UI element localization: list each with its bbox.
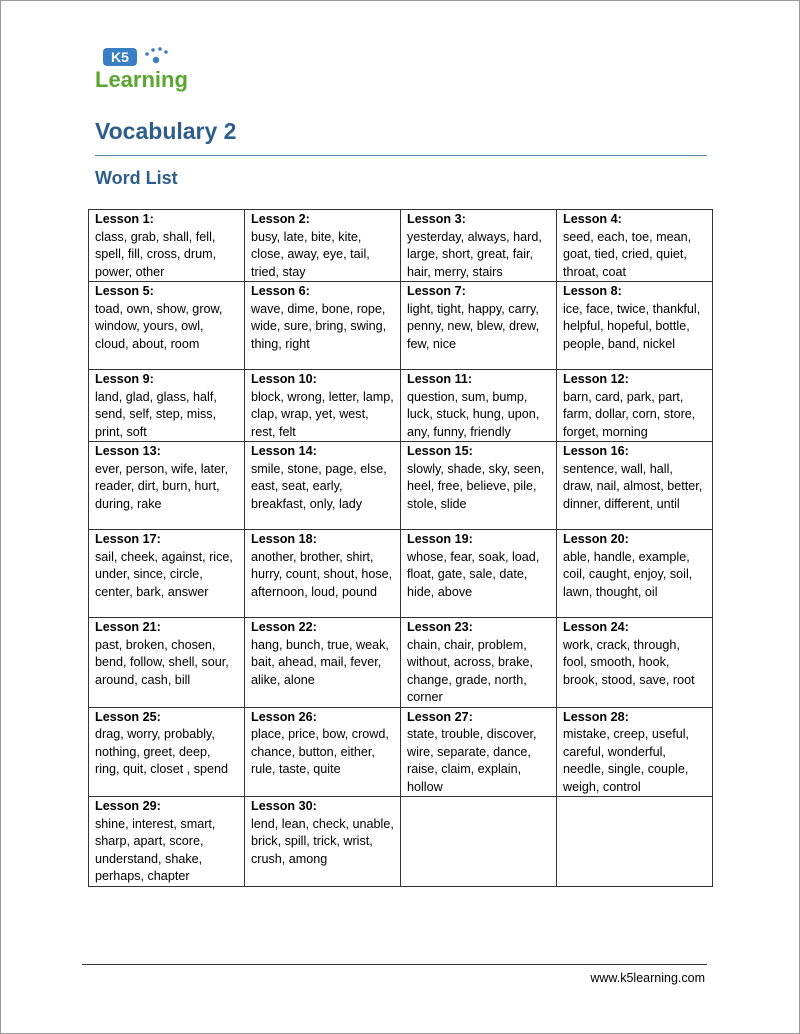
footer-rule <box>82 964 707 965</box>
lesson-cell <box>245 530 401 618</box>
lesson-words: past, broken, chosen, bend, follow, shell, sour, around, cash, bill <box>95 637 229 687</box>
table-row <box>89 707 713 797</box>
word-list-table <box>88 209 713 887</box>
lesson-label: Lesson 1: <box>95 212 154 226</box>
lesson-cell <box>401 210 557 282</box>
lesson-words: lend, lean, check, unable, brick, spill, trick, wrist, crush, among <box>251 816 394 866</box>
lesson-label: Lesson 10: <box>251 372 317 386</box>
lesson-cell <box>89 707 245 797</box>
lesson-label: Lesson 6: <box>251 284 310 298</box>
lesson-label: Lesson 21: <box>95 620 161 634</box>
table-row <box>89 797 713 887</box>
lesson-cell <box>89 797 245 887</box>
lesson-label: Lesson 23: <box>407 620 473 634</box>
lesson-label: Lesson 28: <box>563 709 629 724</box>
lesson-words: sentence, wall, hall, draw, nail, almost, better, dinner, different, until <box>563 461 703 511</box>
lesson-words: hang, bunch, true, weak, bait, ahead, mail, fever, alike, alone <box>251 637 389 687</box>
lesson-words: another, brother, shirt, hurry, count, shout, hose, afternoon, loud, pound <box>251 549 393 599</box>
lesson-words: slowly, shade, sky, seen, heel, free, believe, pile, stole, slide <box>407 461 545 511</box>
lesson-cell <box>89 618 245 708</box>
lesson-cell <box>245 442 401 530</box>
lesson-label: Lesson 17: <box>95 532 161 546</box>
lesson-cell <box>89 442 245 530</box>
lesson-label: Lesson 13: <box>95 444 161 458</box>
table-row <box>89 442 713 530</box>
lesson-cell <box>245 618 401 708</box>
lesson-cell <box>401 530 557 618</box>
lesson-words: wave, dime, bone, rope, wide, sure, bring, swing, thing, right <box>251 301 387 351</box>
lesson-label: Lesson 15: <box>407 444 473 458</box>
lesson-cell <box>557 282 713 370</box>
lesson-label: Lesson 27: <box>407 709 473 724</box>
lesson-cell <box>89 210 245 282</box>
lesson-words: class, grab, shall, fell, spell, fill, cross, drum, power, other <box>95 229 217 279</box>
table-row <box>89 210 713 282</box>
page-title: Vocabulary 2 <box>95 118 237 144</box>
lesson-cell <box>557 442 713 530</box>
lesson-words: busy, late, bite, kite, close, away, eye, tail, tried, stay <box>251 229 370 279</box>
lesson-cell <box>557 530 713 618</box>
lesson-label: Lesson 18: <box>251 532 317 546</box>
lesson-cell <box>89 370 245 442</box>
lesson-words: ice, face, twice, thankful, helpful, hopeful, bottle, people, band, nickel <box>563 301 701 351</box>
empty-cell <box>557 797 713 887</box>
lesson-cell <box>557 618 713 708</box>
lesson-words: sail, cheek, against, rice, under, since, circle, center, bark, answer <box>95 549 233 599</box>
lesson-label: Lesson 22: <box>251 620 317 634</box>
lesson-label: Lesson 25: <box>95 709 161 724</box>
table-row <box>89 530 713 618</box>
lesson-label: Lesson 26: <box>251 709 317 724</box>
lesson-label: Lesson 20: <box>563 532 629 546</box>
lesson-label: Lesson 19: <box>407 532 473 546</box>
lesson-words: whose, fear, soak, load, float, gate, sale, date, hide, above <box>407 549 540 599</box>
empty-cell <box>401 797 557 887</box>
lesson-label: Lesson 5: <box>95 284 154 298</box>
lesson-words: chain, chair, problem, without, across, brake, change, grade, north, corner <box>407 637 533 704</box>
table-row <box>89 282 713 370</box>
lesson-words: toad, own, show, grow, window, yours, owl, cloud, about, room <box>95 301 223 351</box>
lesson-cell <box>245 210 401 282</box>
lesson-cell <box>557 707 713 797</box>
lesson-cell <box>401 707 557 797</box>
lesson-words: land, glad, glass, half, send, self, step, miss, print, soft <box>95 389 217 439</box>
lesson-words: seed, each, toe, mean, goat, tied, cried, quiet, throat, coat <box>563 229 692 279</box>
lesson-label: Lesson 14: <box>251 444 317 458</box>
lesson-cell <box>245 370 401 442</box>
lesson-cell <box>557 210 713 282</box>
lesson-words: block, wrong, letter, lamp, clap, wrap, yet, west, rest, felt <box>251 389 394 439</box>
lesson-label: Lesson 8: <box>563 284 622 298</box>
lesson-label: Lesson 11: <box>407 372 473 386</box>
lesson-words: able, handle, example, coil, caught, enjoy, soil, lawn, thought, oil <box>563 549 693 599</box>
lesson-words: yesterday, always, hard, large, short, great, fair, hair, merry, stairs <box>407 229 542 279</box>
lesson-words: mistake, creep, useful, careful, wonderful, needle, single, couple, weigh, control <box>563 727 689 794</box>
lesson-label: Lesson 29: <box>95 799 161 813</box>
lesson-label: Lesson 12: <box>563 372 629 386</box>
logo-badge-text: K5 <box>111 49 129 65</box>
title-underline <box>95 155 707 156</box>
lesson-words: drag, worry, probably, nothing, greet, deep, ring, quit, closet , spend <box>95 727 229 776</box>
lesson-cell <box>401 618 557 708</box>
lesson-cell <box>557 370 713 442</box>
lesson-label: Lesson 16: <box>563 444 629 458</box>
lesson-words: question, sum, bump, luck, stuck, hung, upon, any, funny, friendly <box>407 389 540 439</box>
lesson-cell <box>89 282 245 370</box>
lesson-cell <box>401 282 557 370</box>
table-row <box>89 618 713 708</box>
lesson-cell <box>89 530 245 618</box>
lesson-label: Lesson 2: <box>251 212 310 226</box>
lesson-words: ever, person, wife, later, reader, dirt, burn, hurt, during, rake <box>95 461 229 511</box>
lesson-label: Lesson 4: <box>563 212 622 226</box>
footer-url: www.k5learning.com <box>590 971 705 985</box>
table-row <box>89 370 713 442</box>
lesson-label: Lesson 30: <box>251 799 317 813</box>
lesson-cell <box>245 797 401 887</box>
lesson-words: work, crack, through, fool, smooth, hook, brook, stood, save, root <box>563 637 695 687</box>
lesson-words: shine, interest, smart, sharp, apart, score, understand, shake, perhaps, chapter <box>95 816 216 883</box>
lesson-label: Lesson 3: <box>407 212 466 226</box>
lesson-cell <box>401 442 557 530</box>
logo-word-text: Learning <box>95 67 188 92</box>
lesson-cell <box>401 370 557 442</box>
k5-learning-logo <box>95 46 205 92</box>
lesson-label: Lesson 24: <box>563 620 629 634</box>
lesson-words: light, tight, happy, carry, penny, new, blew, drew, few, nice <box>407 301 540 351</box>
lesson-words: place, price, bow, crowd, chance, button, either, rule, taste, quite <box>251 727 389 776</box>
lesson-words: smile, stone, page, else, east, seat, early, breakfast, only, lady <box>251 461 387 511</box>
lesson-words: state, trouble, discover, wire, separate, dance, raise, claim, explain, hollow <box>407 727 537 794</box>
page-subtitle: Word List <box>95 168 178 188</box>
lesson-cell <box>245 282 401 370</box>
lesson-label: Lesson 7: <box>407 284 466 298</box>
lesson-words: barn, card, park, part, farm, dollar, corn, store, forget, morning <box>563 389 696 439</box>
lesson-cell <box>245 707 401 797</box>
lesson-label: Lesson 9: <box>95 372 154 386</box>
